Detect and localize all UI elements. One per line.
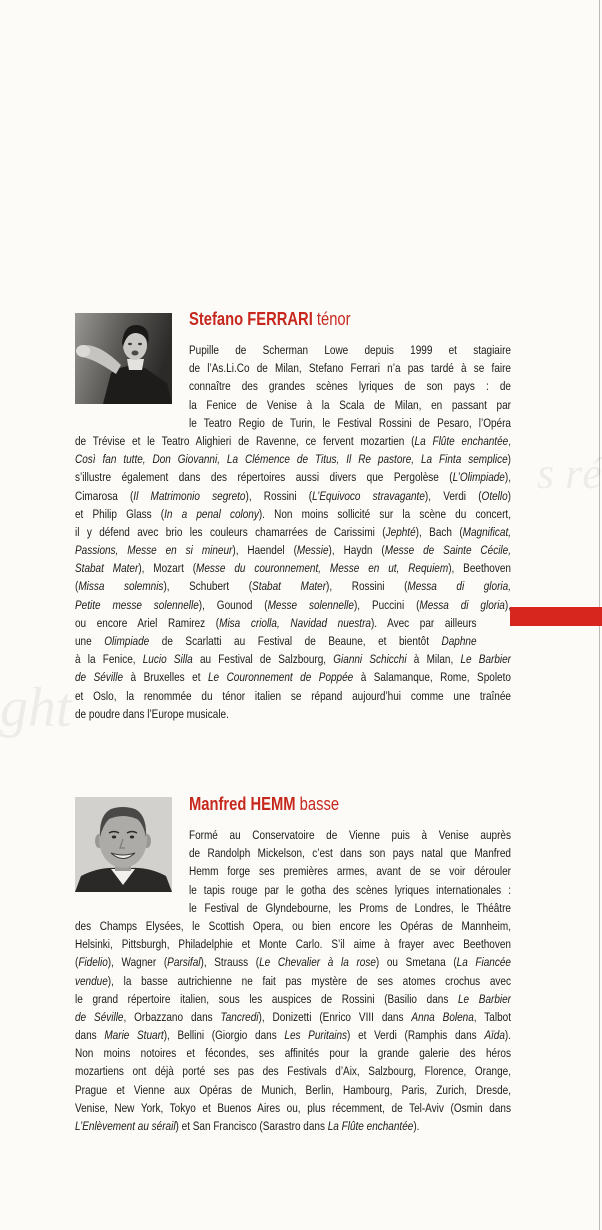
text-segment: Non moins notoires et fécondes, ses affinités pour la grande galerie des héros	[75, 1046, 511, 1061]
work-title: Gianni Schicchi	[333, 652, 407, 667]
work-title: Olimpiade	[104, 634, 150, 648]
text-segment: des Champs Elysées, le Scottish Opera, ou bien encore les Opéras de Mannheim,	[75, 918, 511, 933]
text-segment: de Trévise et le Teatro Alighieri de Ravenne, ce fervent mozartien (	[75, 433, 415, 448]
work-title: L’Olimpiade	[452, 470, 505, 485]
text-segment: Helsinki, Pittsburgh, Philadelphie et Monte Carlo. S’il aime à frayer avec Beethoven	[75, 937, 511, 952]
text-segment: ),	[504, 470, 511, 485]
text-segment: (	[75, 579, 79, 594]
bio-line	[75, 862, 511, 880]
voice-type: ténor	[316, 309, 351, 329]
work-title: Messe de Sainte Cécile,	[384, 543, 511, 558]
work-title: La Flûte enchantée	[327, 1119, 414, 1133]
work-title: Daphne	[441, 634, 477, 648]
text-segment: ), Bach (	[415, 524, 463, 539]
bio-line	[75, 844, 511, 862]
text-segment: de Randolph Mickelson, c’est dans son pays natal que Manfred	[188, 846, 511, 861]
bio-line	[75, 1099, 511, 1117]
text-segment: ), Haydn (	[328, 543, 385, 558]
work-title: Messa di gloria	[419, 597, 505, 612]
text-segment: ), Haendel (	[232, 543, 297, 558]
work-title: Jephté	[385, 524, 416, 539]
text-segment: Cimarosa (	[75, 488, 134, 503]
text-segment: et Philip Glass (	[75, 506, 165, 521]
work-title: Le Barbier	[460, 652, 511, 667]
work-title: Parsifal	[167, 955, 201, 970]
work-title: Misa criolla, Navidad nuestra	[219, 615, 371, 630]
work-title: Messie	[296, 543, 329, 558]
bio-line	[75, 953, 511, 971]
work-title: Il Matrimonio segreto	[133, 488, 246, 503]
text-segment: ),	[504, 597, 511, 612]
text-segment: ), la basse autrichienne ne fait pas mystère de ses atomes crochus avec	[107, 973, 511, 988]
text-segment: mozartiens ont déjà porté ses pas des Festivals d’Aix, Salzbourg, Florence, Orange,	[75, 1064, 511, 1079]
bio-line	[75, 396, 511, 414]
bio-line	[75, 577, 511, 595]
bio-text-block	[75, 309, 511, 723]
work-title: Lucio Silla	[142, 652, 193, 667]
text-segment: connaître des grandes scènes lyriques de son pays : de	[188, 379, 511, 394]
text-segment: au Festival de Salzbourg,	[192, 652, 334, 667]
work-title: Messe solennelle	[267, 597, 354, 612]
work-title: Aïda	[484, 1028, 505, 1043]
text-segment: Hemm forge ses premières armes, avant de se voir dérouler	[188, 864, 511, 879]
bio-line	[75, 1062, 511, 1080]
bio-line	[75, 541, 511, 559]
bio-line	[75, 559, 511, 577]
text-segment: dans	[75, 1028, 105, 1043]
work-title: de Séville	[75, 670, 124, 685]
work-title: Fidelio	[78, 955, 108, 970]
bio-line	[75, 450, 511, 468]
biography-body	[75, 826, 511, 1135]
text-segment: )	[507, 488, 511, 503]
bio-line	[75, 1008, 511, 1026]
work-title: Missa solemnis	[78, 579, 164, 594]
text-segment: de Scarlatti au Festival de Beaune, et bientôt	[149, 634, 442, 648]
artist-heading	[75, 794, 511, 814]
bio-line	[75, 487, 511, 505]
text-segment: (	[75, 955, 79, 970]
work-title: vendue	[75, 973, 108, 988]
text-segment: , Orbazzano dans	[123, 1009, 221, 1024]
work-title: Magnificat,	[462, 524, 511, 539]
work-title: Messe du couronnement, Messe en ut, Requiem	[196, 561, 449, 576]
text-segment: ) ou Smetana (	[375, 955, 457, 970]
text-segment: ). Non moins sollicité sur la scène du concert,	[258, 506, 511, 521]
text-segment: et Oslo, la renommée du ténor italien se répand aujourd’hui comme une traînée	[75, 688, 511, 703]
bio-line	[75, 1026, 511, 1044]
work-title: Messa di gloria,	[407, 579, 511, 594]
bio-line	[75, 668, 511, 686]
watermark-left: ght	[0, 677, 72, 739]
text-segment: le Teatro Regio de Turin, le Festival Rossini de Pesaro, l’Opéra	[188, 415, 511, 430]
bio-line	[75, 359, 511, 377]
text-segment: )	[507, 452, 511, 467]
bio-line	[75, 432, 511, 450]
artist-heading	[75, 309, 511, 329]
text-segment: le tapis rouge par le gotha des scènes lyriques internationales :	[188, 882, 511, 897]
text-segment: ), Puccini (	[353, 597, 420, 612]
text-segment: s’illustre également dans des répertoires aussi divers que Pergolèse (	[75, 470, 453, 485]
work-title: Così fan tutte, Don Giovanni, La Clémence de Titus, Il Re pastore, La Finta semplice	[75, 452, 508, 467]
bio-line	[75, 1044, 511, 1062]
bio-line	[75, 705, 511, 723]
text-segment: ), Schubert (	[163, 579, 253, 594]
text-segment: Venise, New York, Tokyo et Buenos Aires ou, plus récemment, de Tel-Aviv (Osmin dans	[75, 1100, 511, 1115]
work-title: de Séville	[75, 1009, 124, 1024]
work-title: Petite messe solennelle	[75, 597, 199, 612]
bio-line	[75, 505, 511, 523]
bio-line	[75, 917, 511, 935]
text-segment: ), Bellini (Giorgio dans	[163, 1028, 285, 1043]
text-segment: à Bruxelles et	[123, 670, 208, 685]
bio-line	[75, 414, 511, 432]
work-title: Anna Bolena	[411, 1009, 474, 1024]
work-title: Le Chevalier à la rose	[259, 955, 376, 970]
text-segment: ), Beethoven	[448, 561, 511, 576]
work-title: Otello	[481, 488, 508, 503]
bio-line	[75, 523, 511, 541]
bio-line	[75, 596, 511, 614]
work-title: Passions, Messe en si mineur	[75, 543, 233, 558]
text-segment: le Festival de Glyndebourne, les Proms de Londres, le Théâtre	[188, 900, 511, 915]
section-tab-marker	[510, 607, 602, 626]
text-segment: Pupille de Scherman Lowe depuis 1999 et stagiaire	[188, 343, 511, 357]
text-segment: Formé au Conservatoire de Vienne puis à Venise auprès	[188, 828, 511, 842]
bio-line	[75, 650, 511, 668]
work-title: L’Equivoco stravagante	[312, 488, 425, 503]
text-segment: à Milan,	[406, 652, 461, 667]
text-segment: ), Gounod (	[198, 597, 268, 612]
work-title: L’Enlèvement au sérail	[75, 1119, 176, 1133]
text-segment: ), Rossini (	[245, 488, 313, 503]
text-segment: ). Avec par ailleurs	[370, 615, 477, 630]
work-title: Les Puritains	[284, 1028, 348, 1043]
work-title: Marie Stuart	[104, 1028, 164, 1043]
artist-name: Manfred HEMM	[188, 794, 296, 814]
text-segment: ).	[504, 1028, 511, 1043]
bio-line	[75, 826, 511, 844]
text-segment: ), Rossini (	[326, 579, 408, 594]
bio-line	[75, 990, 511, 1008]
text-segment: il y défend avec brio les couleurs chamarrées de Carissimi (	[75, 524, 386, 539]
text-segment: ) et San Francisco (Sarastro dans	[175, 1119, 328, 1133]
work-title: La Fiancée	[456, 955, 511, 970]
bio-line	[75, 1117, 511, 1135]
text-segment: ), Wagner (	[107, 955, 168, 970]
text-segment: ), Verdi (	[424, 488, 482, 503]
bio-line	[75, 614, 511, 632]
work-title: Stabat Mater	[75, 561, 139, 576]
bio-line	[75, 972, 511, 990]
work-title: La Flûte enchantée	[414, 433, 509, 448]
work-title: Le Couronnement de Poppée	[207, 670, 354, 685]
text-segment: ,	[508, 433, 511, 448]
work-title: Stabat Mater	[252, 579, 327, 594]
text-segment: à Salamanque, Rome, Spoleto	[353, 670, 511, 685]
bio-line	[75, 687, 511, 705]
bio-line	[75, 468, 511, 486]
text-segment: ), Donizetti (Enrico VIII dans	[258, 1009, 412, 1024]
watermark-right: s ré	[537, 449, 602, 498]
artist-name: Stefano FERRARI	[188, 309, 313, 329]
bio-line	[75, 899, 511, 917]
bio-line	[75, 341, 511, 359]
text-segment: le grand répertoire italien, sous les auspices de Rossini (Basilio dans	[75, 991, 458, 1006]
text-segment: ) et Verdi (Ramphis dans	[347, 1028, 485, 1043]
text-segment: à la Fenice,	[75, 652, 143, 667]
work-title: Le Barbier	[457, 991, 511, 1006]
text-segment: de l’As.Li.Co de Milan, Stefano Ferrari n’a pas tardé à se faire	[188, 361, 511, 376]
text-segment: de poudre dans l’Europe musicale.	[75, 706, 229, 721]
bio-line	[75, 935, 511, 953]
text-segment: ), Strauss (	[200, 955, 260, 970]
text-segment: ).	[413, 1119, 420, 1133]
biography-body	[75, 341, 511, 723]
bio-line	[75, 377, 511, 395]
bio-text-block	[75, 794, 511, 1135]
work-title: In a penal colony	[164, 506, 259, 521]
text-segment: , Talbot	[473, 1009, 511, 1024]
text-segment: ou encore Ariel Ramirez (	[75, 615, 220, 630]
voice-type: basse	[299, 794, 340, 814]
bio-line	[75, 632, 511, 650]
text-segment: ), Mozart (	[138, 561, 197, 576]
text-segment: Prague et Vienne aux Opéras de Munich, Berlin, Hambourg, Paris, Zurich, Dresde,	[75, 1082, 511, 1097]
text-segment: une	[75, 634, 105, 648]
text-segment: la Fenice de Venise à la Scala de Milan, en passant par	[188, 397, 511, 412]
work-title: Tancredi	[220, 1009, 259, 1024]
bio-line	[75, 881, 511, 899]
bio-line	[75, 1081, 511, 1099]
